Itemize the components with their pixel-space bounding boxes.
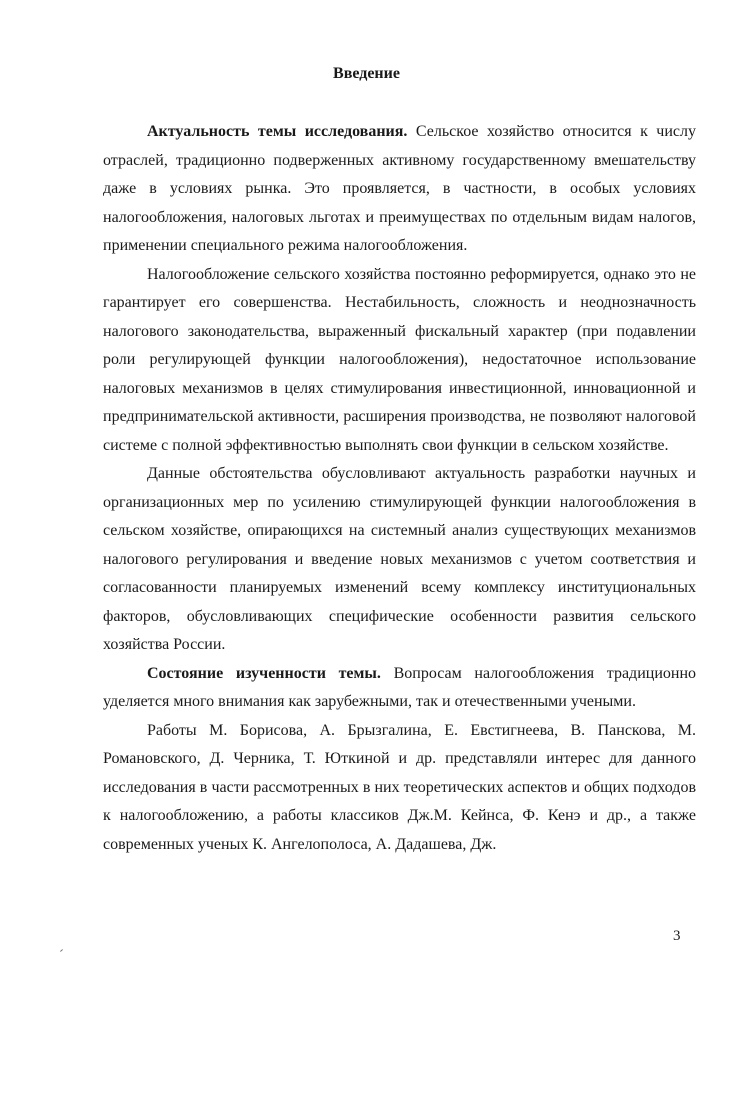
paragraph-text: Вопросам налогообложения традиционно уделяется много внимания как зарубежными, так и отечественными учеными. — [103, 664, 696, 710]
paragraph-text: Сельское хозяйство относится к числу отраслей, традиционно подверженных активному государственному вмешательству даже в условиях рынка. Это проявляется, в частности, в особых условиях налогообложения, налоговых льготах и преимуществах по отдельным видам налогов, применении специального режима налогообложения. — [103, 123, 697, 254]
paragraph-relevance — [103, 118, 696, 261]
paragraph-works — [103, 717, 696, 860]
paragraph-lead: Актуальность темы исследования. — [147, 123, 408, 140]
paragraph-text: Работы М. Борисова, А. Брызгалина, Е. Евстигнеева, В. Панскова, М. Романовского, Д. Черника, Т. Юткиной и др. представляли интерес для данного исследования в части рассмотренных в них теоретических аспектов и общих подходов к налогообложению, а работы классиков Дж.М. Кейнса, Ф. Кенэ и др., а также современных ученых К. Ангелополоса, А. Дадашева, Дж. — [103, 721, 696, 853]
paragraph-lead: Состояние изученности темы. — [147, 664, 381, 682]
page-title: Введение — [333, 65, 400, 82]
scan-speck — [60, 949, 63, 952]
paragraph-state-of-research — [103, 660, 696, 717]
page-number: 3 — [673, 928, 681, 944]
paragraph-text: Налогообложение сельского хозяйства постоянно реформируется, однако это не гарантирует его совершенства. Нестабильность, сложность и неоднозначность налогового законодательства, выраженный фискальный характер (при подавлении роли регулирующей функции налогообложения), недостаточное использование налоговых механизмов в целях стимулирования инвестиционной, инновационной и предпринимательской активности, расширения производства, не позволяют налоговой системе с полной эффективностью выполнять свои функции в сельском хозяйстве. — [103, 265, 696, 454]
paragraph-text: Данные обстоятельства обусловливают актуальность разработки научных и организационных мер по усилению стимулирующей функции налогообложения в сельском хозяйстве, опирающихся на системный анализ существующих механизмов налогового регулирования и введение новых механизмов с учетом соответствия и согласованности планируемых изменений всему комплексу институциональных факторов, обусловливающих специфические особенности развития сельского хозяйства России. — [103, 465, 696, 653]
body-text — [103, 118, 696, 859]
paragraph-circumstances — [103, 460, 696, 660]
paragraph-taxation-reform — [103, 261, 696, 461]
